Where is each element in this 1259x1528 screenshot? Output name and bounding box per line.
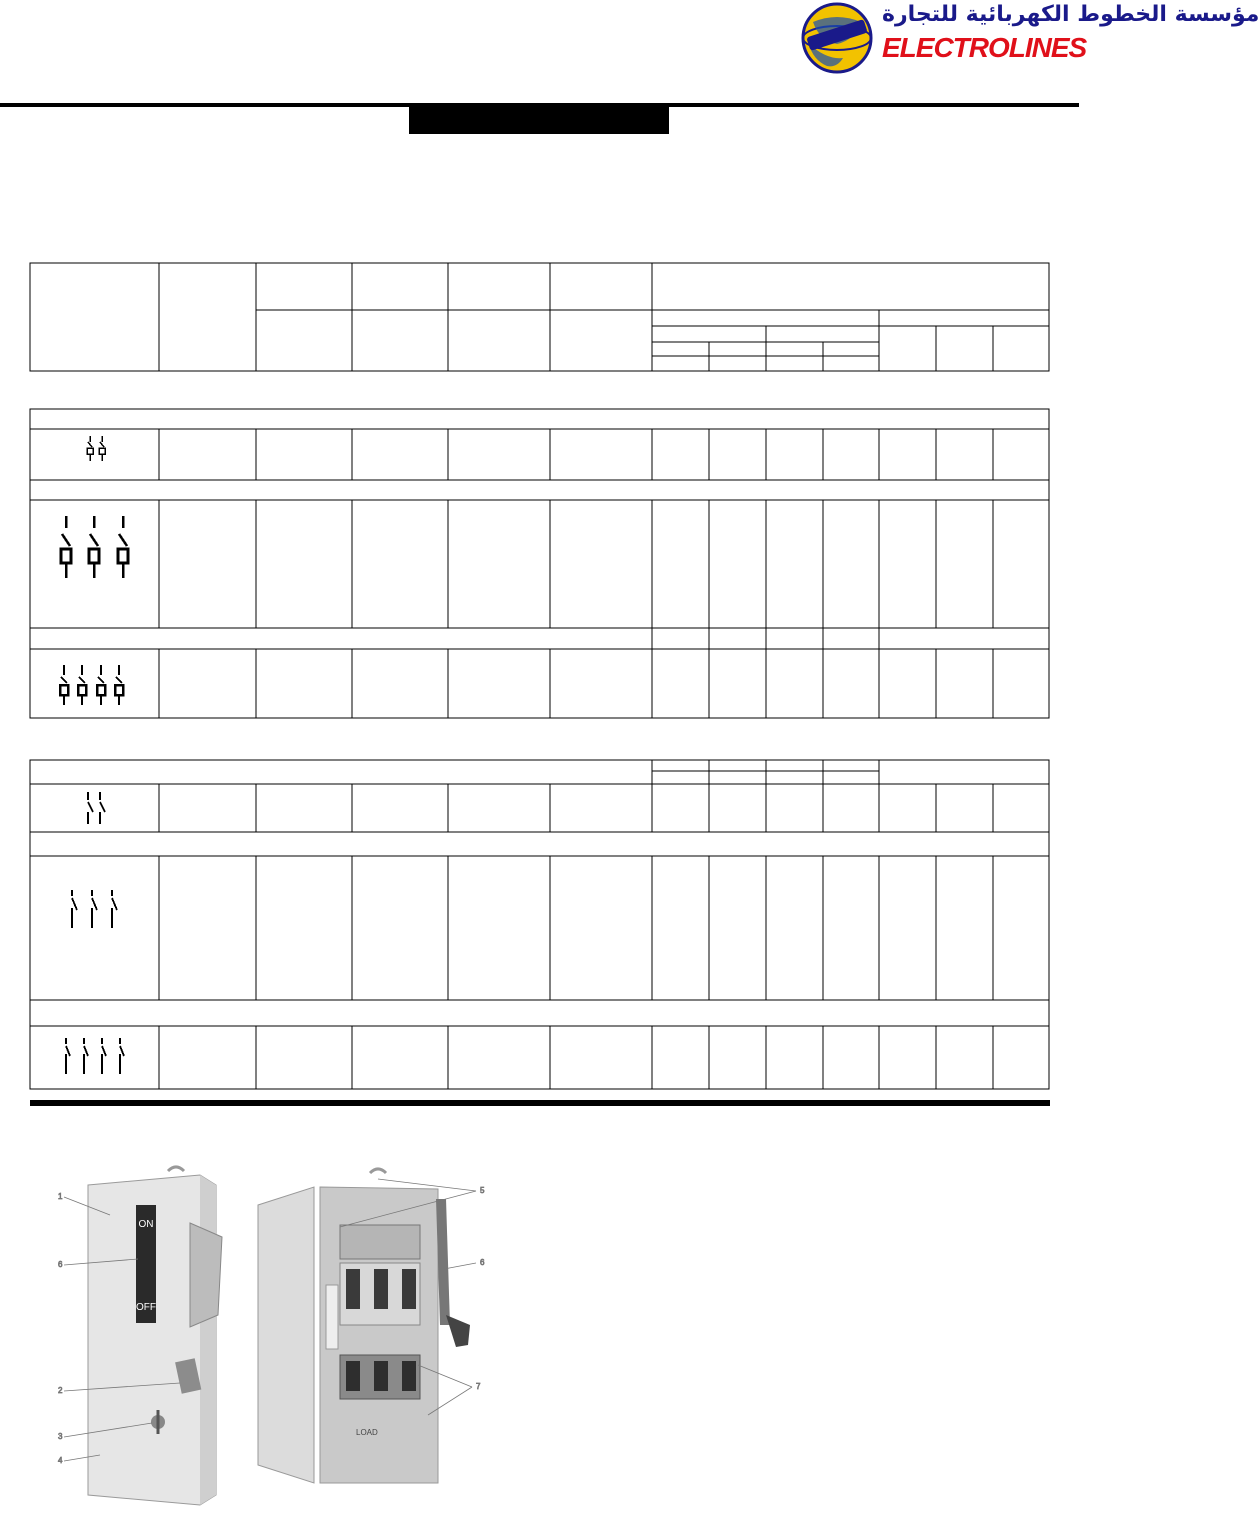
table-header-block bbox=[30, 263, 1049, 371]
callout-6b: 6 bbox=[480, 1258, 485, 1267]
safety-switch-photo bbox=[40, 1165, 500, 1515]
closed-enclosure bbox=[88, 1167, 222, 1505]
logo-arabic-text: مؤسسة الخطوط الكهربائية للتجارة bbox=[882, 2, 1259, 27]
switch-4pole-icon bbox=[66, 1038, 124, 1074]
table-fusible-section bbox=[30, 409, 1049, 718]
callout-7: 7 bbox=[476, 1382, 481, 1391]
callout-3: 3 bbox=[58, 1432, 63, 1441]
fuse-2pole-icon bbox=[87, 436, 105, 461]
callout-2: 2 bbox=[58, 1386, 63, 1395]
callout-1: 1 bbox=[58, 1192, 63, 1201]
callout-5: 5 bbox=[480, 1186, 485, 1195]
open-enclosure bbox=[258, 1169, 470, 1483]
fuse-4pole-icon bbox=[60, 665, 123, 705]
off-label: OFF bbox=[136, 1302, 156, 1313]
table-nonfusible-section bbox=[30, 760, 1049, 1089]
callout-6a: 6 bbox=[58, 1260, 63, 1269]
fuse-3pole-icon bbox=[61, 516, 128, 578]
switch-3pole-icon bbox=[72, 890, 117, 928]
callout-4: 4 bbox=[58, 1456, 63, 1465]
load-label: LOAD bbox=[356, 1428, 378, 1437]
section-divider-rule bbox=[30, 1100, 1050, 1106]
on-label: ON bbox=[138, 1219, 154, 1230]
logo-english-text: ELECTROLINES bbox=[882, 32, 1087, 63]
switch-2pole-icon bbox=[88, 792, 105, 824]
